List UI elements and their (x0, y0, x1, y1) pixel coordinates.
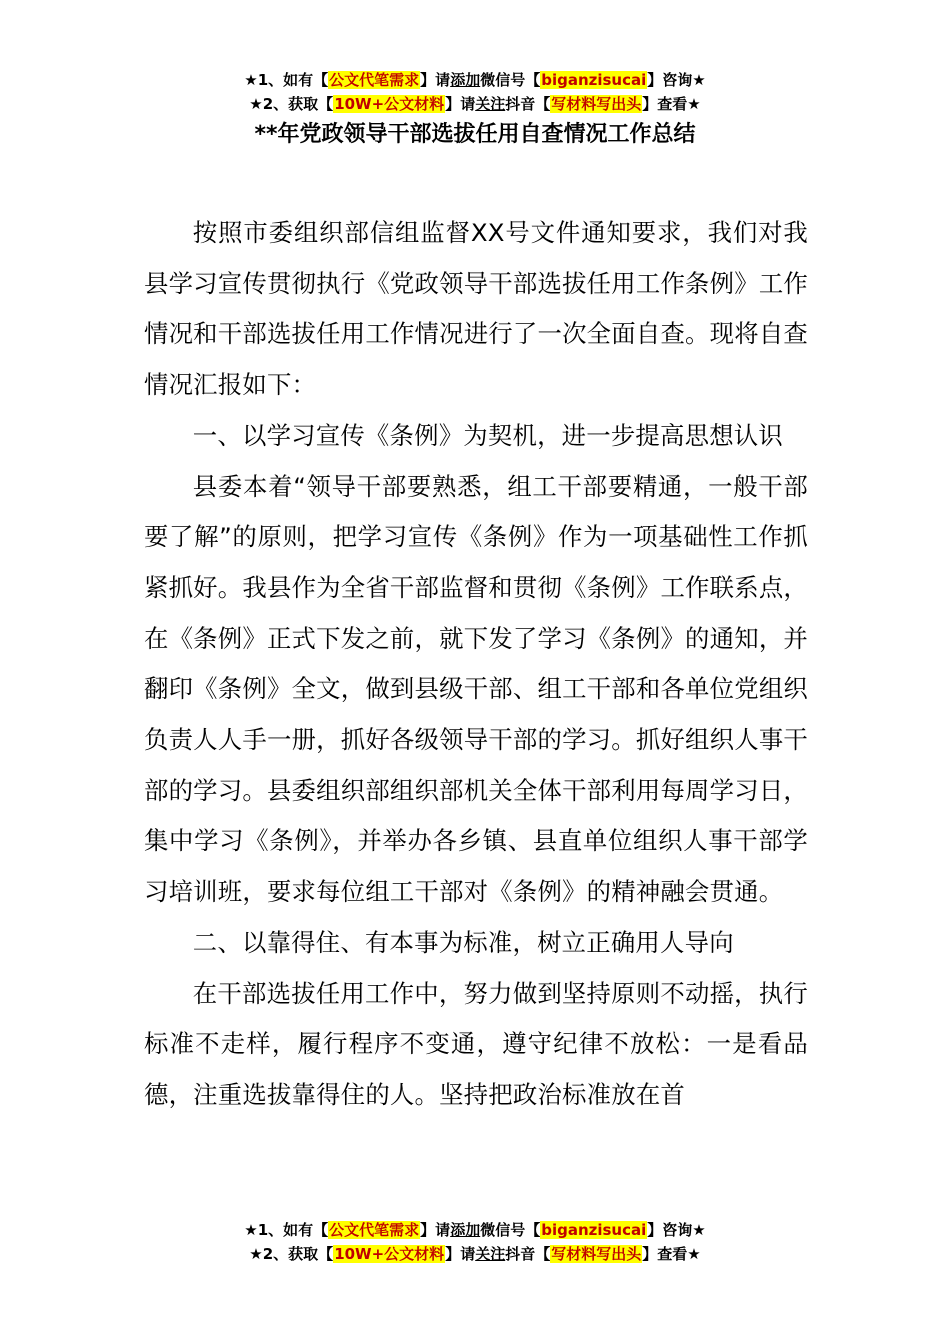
ad-line2-prefix: ★2、获取【 (249, 95, 334, 113)
ad-line2-mid2: 抖音【 (505, 1245, 551, 1263)
ad-line2-prefix: ★2、获取【 (249, 1245, 334, 1263)
ad-line2-mid1: 】请 (445, 95, 476, 113)
ad-line1-suffix: 】咨询★ (647, 71, 706, 89)
ad-line1-mid2: 微信号【 (480, 71, 541, 89)
document-body (144, 208, 808, 1121)
paragraph-intro: 按照市委组织部信组监督XX号文件通知要求，我们对我县学习宣传贯彻执行《党政领导干部选拔任用工作条例》工作情况和干部选拔任用工作情况进行了一次全面自查。现将自查情况汇报如下： (144, 218, 808, 400)
section-heading-1: 一、以学习宣传《条例》为契机，进一步提高思想认识 (192, 420, 783, 450)
ad-line2-emphasis: 关注 (475, 1245, 506, 1263)
ad-line-2 (0, 1242, 950, 1266)
ad-line1-mid2: 微信号【 (480, 1221, 541, 1239)
ad-line1-highlight-service: 公文代笔需求 (329, 1221, 420, 1239)
ad-line1-prefix: ★1、如有【 (244, 71, 329, 89)
ad-line1-mid1: 】请 (420, 71, 451, 89)
ad-line1-highlight-service: 公文代笔需求 (329, 71, 420, 89)
ad-line2-mid1: 】请 (445, 1245, 476, 1263)
ad-line2-highlight-materials: 10W+公文材料 (334, 1245, 445, 1263)
ad-line-1 (0, 68, 950, 92)
paragraph-selection-principles: 在干部选拔任用工作中，努力做到坚持原则不动摇，执行标准不走样，履行程序不变通，遵守纪律不放松：一是看品德，注重选拔靠得住的人。坚持把政治标准放在首 (144, 978, 808, 1109)
paragraph-study-regulations: 县委本着“领导干部要熟悉，组工干部要精通，一般干部要了解”的原则，把学习宣传《条例》作为一项基础性工作抓紧抓好。我县作为全省干部监督和贯彻《条例》工作联系点，在《条例》正式下发之前，就下发了学习《条例》的通知，并翻印《条例》全文，做到县级干部、组工干部和各单位党组织负责人人手一册，抓好各级领导干部的学习。抓好组织人事干部的学习。县委组织部组织部机关全体干部利用每周学习日，集中学习《条例》，并举办各乡镇、县直单位组织人事干部学习培训班，要求每位组工干部对《条例》的精神融会贯通。 (144, 471, 808, 907)
section-heading-2: 二、以靠得住、有本事为标准，树立正确用人导向 (192, 927, 734, 957)
ad-line2-suffix: 】查看★ (642, 95, 701, 113)
ad-line1-highlight-wechat: biganzisucai (541, 1221, 647, 1239)
footer-ad-banner (0, 1218, 950, 1266)
ad-line2-highlight-materials: 10W+公文材料 (334, 95, 445, 113)
ad-line1-emphasis: 添加 (450, 1221, 481, 1239)
ad-line-2 (0, 92, 950, 116)
header-ad-banner (0, 68, 950, 116)
ad-line1-suffix: 】咨询★ (647, 1221, 706, 1239)
ad-line2-suffix: 】查看★ (642, 1245, 701, 1263)
ad-line2-highlight-douyin: 写材料写出头 (551, 95, 642, 113)
ad-line1-emphasis: 添加 (450, 71, 481, 89)
ad-line2-mid2: 抖音【 (505, 95, 551, 113)
ad-line-1 (0, 1218, 950, 1242)
ad-line1-highlight-wechat: biganzisucai (541, 71, 647, 89)
ad-line1-mid1: 】请 (420, 1221, 451, 1239)
ad-line1-prefix: ★1、如有【 (244, 1221, 329, 1239)
ad-line2-emphasis: 关注 (475, 95, 506, 113)
document-title: **年党政领导干部选拔任用自查情况工作总结 (254, 122, 696, 147)
ad-line2-highlight-douyin: 写材料写出头 (551, 1245, 642, 1263)
